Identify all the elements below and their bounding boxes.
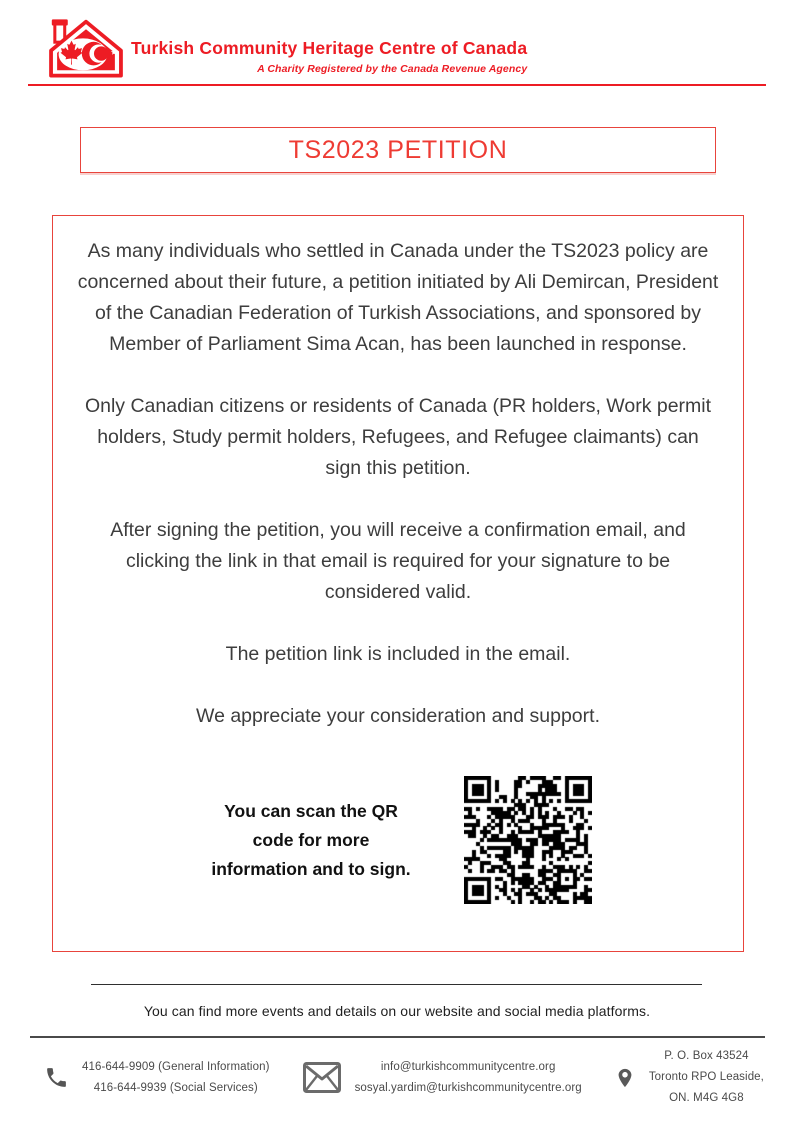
phone-icon <box>44 1065 69 1090</box>
petition-paragraph: Only Canadian citizens or residents of Canada (PR holders, Work permit holders, Study permit holders, Refugees, and Refugee claimants) can sign this petition. <box>84 395 712 479</box>
location-pin-icon <box>614 1063 636 1093</box>
petition-paragraph: As many individuals who settled in Canada under the TS2023 policy are concerned about their future, a petition initiated by Ali Demircan, President of the Canadian Federation of Turkish Associations, and sponsored by Member of Parliament Sima Acan, has been launched in response. <box>77 240 719 355</box>
page-title: TS2023 PETITION <box>288 135 508 164</box>
footer-phone-group <box>44 1057 270 1099</box>
footer-email-group <box>302 1057 582 1099</box>
org-tagline: A Charity Registered by the Canada Revenue Agency <box>257 63 528 75</box>
header <box>48 16 527 79</box>
qr-caption: You can scan the QR code for more information and to sign. <box>211 800 411 879</box>
website-note: You can find more events and details on our website and social media platforms. <box>143 1003 651 1019</box>
petition-content-box <box>52 215 744 952</box>
email-addresses <box>355 1057 582 1099</box>
footer-divider <box>30 1036 765 1038</box>
qr-section <box>77 776 719 904</box>
header-divider <box>28 84 766 86</box>
footer <box>30 1046 770 1109</box>
petition-paragraph: We appreciate your consideration and support. <box>196 705 600 727</box>
bottom-divider <box>91 984 702 985</box>
phone-line: 416-644-9909 (General Information) <box>82 1060 270 1073</box>
mailing-address <box>649 1046 764 1109</box>
title-banner <box>80 127 716 173</box>
house-maple-leaf-crescent-logo-icon <box>48 16 124 79</box>
phone-line: 416-644-9939 (Social Services) <box>93 1081 258 1094</box>
brand-block <box>131 38 527 75</box>
address-line: P. O. Box 43524 <box>664 1050 749 1062</box>
email-line: info@turkishcommunitycentre.org <box>380 1060 556 1073</box>
qr-code-icon <box>464 776 592 904</box>
envelope-icon <box>302 1061 342 1094</box>
address-line: ON. M4G 4G8 <box>669 1092 744 1104</box>
phone-numbers <box>82 1057 270 1099</box>
address-line: Toronto RPO Leaside, <box>648 1071 764 1083</box>
org-name: Turkish Community Heritage Centre of Canada <box>131 38 528 58</box>
petition-paragraph: The petition link is included in the email. <box>225 643 571 665</box>
footer-address-group <box>614 1046 764 1109</box>
email-line: sosyal.yardim@turkishcommunitycentre.org <box>354 1081 582 1094</box>
petition-paragraph: After signing the petition, you will receive a confirmation email, and clicking the link in that email is required for your signature to be considered valid. <box>110 519 686 603</box>
